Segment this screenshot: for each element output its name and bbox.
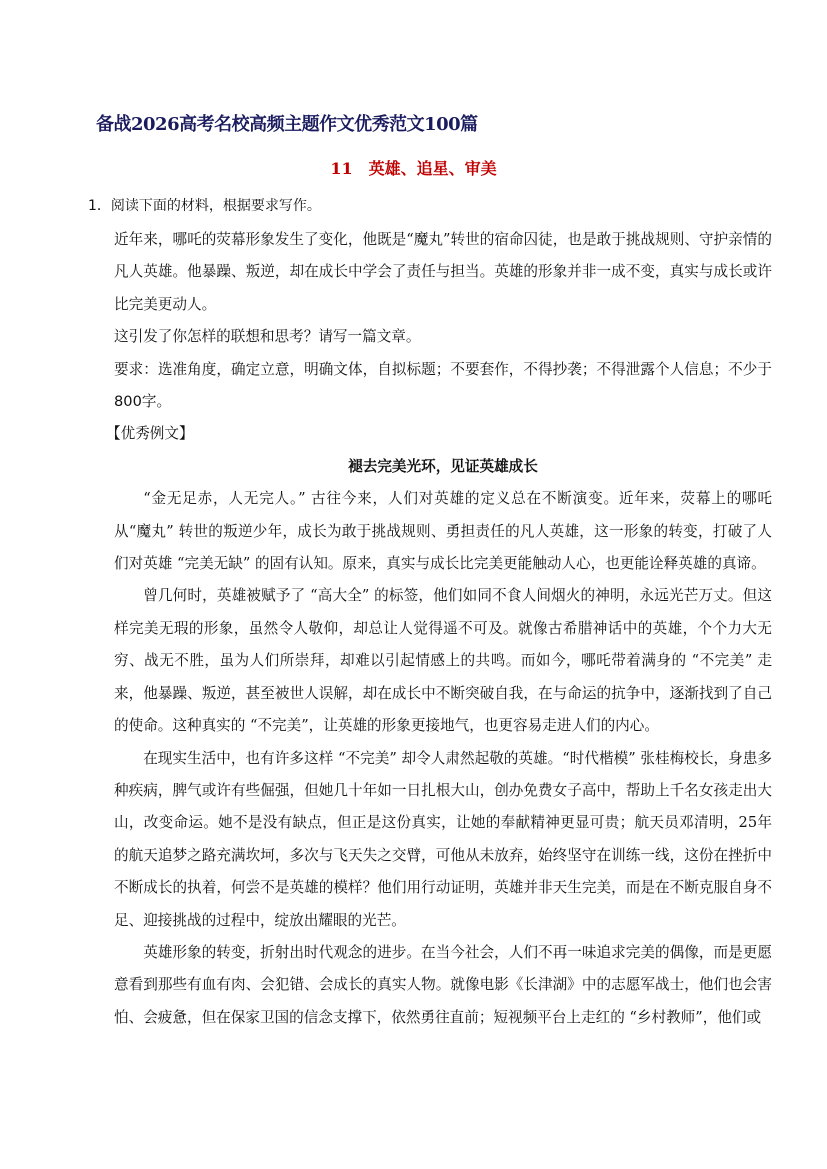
document-title: 备战2026高考名校高频主题作文优秀范文100篇 — [96, 114, 478, 135]
essay-paragraph: 在现实生活中，也有许多这样 “不完美” 却令人肃然起敬的英雄。“时代楷模” 张桂梅校长，身患多种疾病，脾气或许有些倔强，但她几十年如一日扎根大山，创办免费女子高中，帮助上千名女孩走出大山，改变命运。她不是没有缺点，但正是这份真实，让她的奉献精神更显可贵；航天员邓清明，25年的航天追梦之路充满坎坷，多次与飞天失之交臂，可他从未放弃，始终坚守在训练一线，这份在挫折中不断成长的执着，何尝不是英雄的模样？他们用行动证明，英雄并非天生完美，而是在不断克服自身不足、迎接挑战的过程中，绽放出耀眼的光芒。 — [114, 749, 772, 929]
topic-number: 11 — [330, 159, 353, 178]
essay-paragraph: “金无足赤，人无完人。” 古往今来，人们对英雄的定义总在不断演变。近年来，荧幕上的哪吒从“魔丸” 转世的叛逆少年，成长为敢于挑战规则、勇担责任的凡人英雄，这一形象的转变，打破了人们对英雄 “完美无缺” 的固有认知。原来，真实与成长比完美更能触动人心，也更能诠释英雄的真谛。 — [114, 490, 772, 573]
material-paragraph: 近年来，哪吒的荧幕形象发生了变化，他既是“魔丸”转世的宿命囚徒，也是敢于挑战规则、守护亲情的凡人英雄。他暴躁、叛逆，却在成长中学会了责任与担当。英雄的形象并非一成不变，真实与成长或许比完美更动人。 — [114, 231, 772, 313]
topic-heading — [0, 156, 827, 179]
requirements: 要求：选准角度，确定立意，明确文体，自拟标题；不要套作，不得抄袭；不得泄露个人信息；不少于800字。 — [114, 360, 772, 411]
essay-title: 褪去完美光环，见证英雄成长 — [348, 457, 538, 475]
writing-prompt: 这引发了你怎样的联想和思考？请写一篇文章。 — [114, 328, 421, 346]
section-label: 【优秀例文】 — [106, 425, 194, 443]
question-instruction: 1．阅读下面的材料，根据要求写作。 — [88, 198, 321, 214]
essay-paragraph: 英雄形象的转变，折射出时代观念的进步。在当今社会，人们不再一味追求完美的偶像，而是更愿意看到那些有血有肉、会犯错、会成长的真实人物。就像电影《长津湖》中的志愿军战士，他们也会害怕、会疲惫，但在保家卫国的信念支撑下，依然勇往直前；短视频平台上走红的 “乡村教师”，他们或 — [114, 943, 772, 1026]
essay-paragraph: 曾几何时，英雄被赋予了 “高大全” 的标签，他们如同不食人间烟火的神明，永远光芒万丈。但这样完美无瑕的形象，虽然令人敬仰，却总让人觉得遥不可及。就像古希腊神话中的英雄，个个力大无穷、战无不胜，虽为人们所崇拜，却难以引起情感上的共鸣。而如今，哪吒带着满身的 “不完美” 走来，他暴躁、叛逆，甚至被世人误解，却在成长中不断突破自我，在与命运的抗争中，逐渐找到了自己的使命。这种真实的 “不完美”，让英雄的形象更接地气，也更容易走进人们的内心。 — [114, 587, 772, 735]
topic-title: 英雄、追星、审美 — [368, 159, 497, 178]
document-body — [106, 224, 772, 1034]
